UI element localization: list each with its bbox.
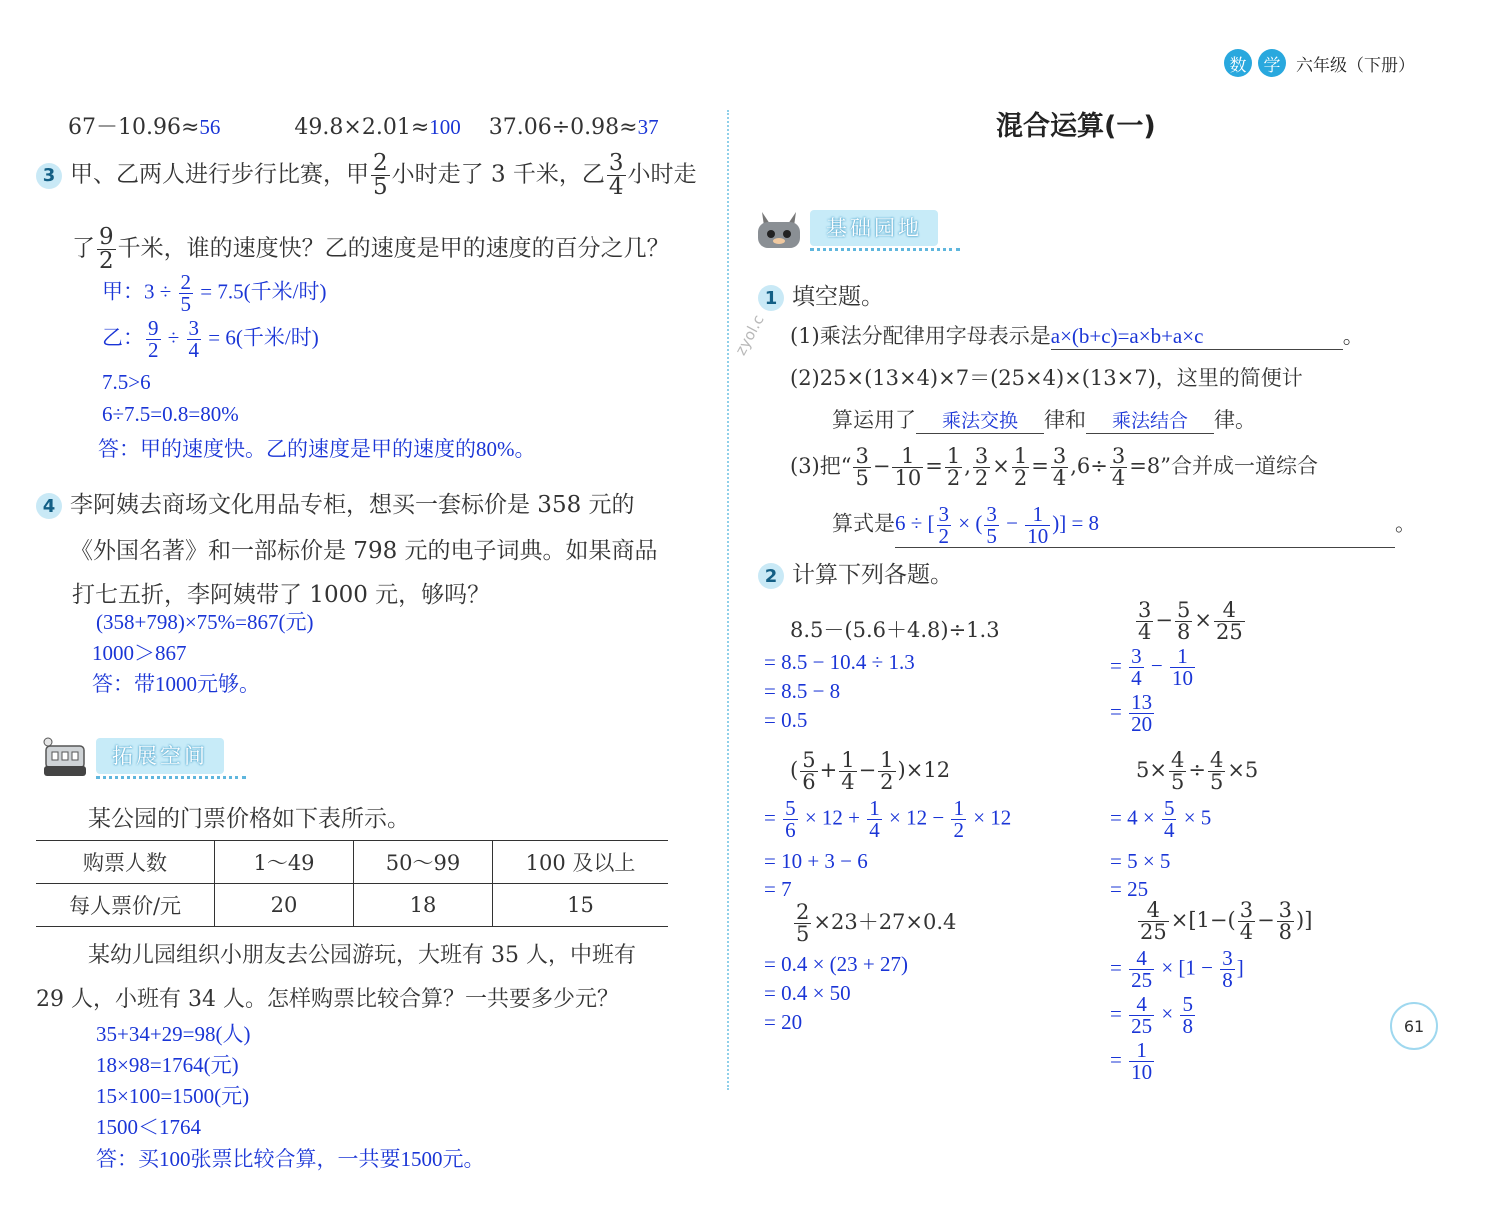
q1-p3b-text: 算式是	[832, 511, 895, 536]
approx-expr-1: 67－10.96≈	[68, 115, 200, 140]
calc5-expr: $\frac{2}{5}$ ×23＋27×0.4	[796, 900, 957, 946]
fraction	[179, 272, 194, 315]
answer-blank	[1086, 406, 1214, 434]
q3-text2: 小时走了 3 千米，乙	[391, 161, 605, 188]
approx-answer-3: 37	[637, 115, 659, 139]
fraction	[97, 226, 116, 273]
calc3-step1: = $\frac{5}{6}$ × 12 + $\frac{1}{4}$ × 12 − $\frac{1}{2}$ × 12	[764, 796, 1012, 842]
basic-banner	[754, 208, 974, 250]
expand-answer-4: 1500＜1764	[96, 1115, 201, 1139]
calc3-step2: = 10 + 3 − 6	[764, 849, 868, 873]
calc5-expr-tail: ×23＋27×0.4	[813, 910, 957, 934]
expand-answer-3: 15×100=1500(元)	[96, 1084, 250, 1108]
calc4-step2: = 5 × 5	[1110, 849, 1171, 873]
q1-p3-end: ”合并成一道综合	[1160, 454, 1318, 478]
q1-part1	[790, 320, 1364, 350]
calc6-expr: $\frac{4}{25}$ ×[1−( $\frac{3}{4}$ − $\frac{3}{8}$ )]	[1140, 898, 1313, 944]
expand-line2: 29 人，小班有 34 人。怎样购票比较合算？一共要多少元？	[36, 987, 619, 1012]
calc4-step1: = 4 × $\frac{5}{4}$ × 5	[1110, 796, 1212, 842]
calc1-step1: = 8.5 − 10.4 ÷ 1.3	[764, 650, 915, 674]
approx-expr-2: 49.8×2.01≈	[294, 115, 430, 140]
frac-num: 9	[99, 224, 114, 250]
table-cell: 100 及以上	[493, 841, 669, 884]
q3-text3: 小时走	[627, 161, 697, 188]
q1-p1-answer: a×(b+c)=a×b+a×c	[1050, 324, 1204, 348]
expand-intro: 某公园的门票价格如下表所示。	[88, 806, 410, 832]
q3-text1: 甲、乙两人进行步行比赛，甲	[70, 161, 369, 188]
frac-num: 9	[148, 316, 159, 340]
question-number-4: 4	[36, 493, 62, 519]
header	[1224, 48, 1415, 78]
q1-title-text: 填空题。	[792, 284, 884, 310]
frac-den: 5	[180, 292, 192, 316]
calc6-step1: = $\frac{4}{25}$ × [1 − $\frac{3}{8}$ ]	[1110, 946, 1244, 992]
q1-part2: (2)25×(13×4)×7＝(25×4)×(13×7)，这里的简便计	[790, 366, 1303, 390]
answer-blank	[916, 406, 1044, 434]
q4-answer-1: (358+798)×75%=867(元)	[96, 610, 314, 634]
q3-ans-l2op: ÷	[167, 325, 180, 350]
calc1-step2: = 8.5 − 8	[764, 679, 841, 703]
answer-blank	[895, 504, 1395, 548]
expand-answer-5: 答：买100张票比较合算，一共要1500元。	[96, 1147, 485, 1171]
q1-p3-end2: 。	[1395, 511, 1416, 536]
q3-text4: 了	[72, 235, 95, 262]
q1-p2c-text: 律和	[1044, 408, 1086, 432]
frac-num: 2	[373, 150, 388, 176]
q3-answer-line3: 7.5>6	[102, 370, 151, 394]
calc1-expr: 8.5－(5.6＋4.8)÷1.3	[790, 618, 1000, 642]
frac-num: 2	[180, 270, 192, 294]
table-cell: 18	[354, 884, 493, 927]
table-row	[36, 841, 668, 884]
q1-part2b	[832, 404, 1256, 434]
expand-answer-1: 35+34+29=98(人)	[96, 1022, 251, 1046]
calc6-step2: = $\frac{4}{25}$ × $\frac{5}{8}$	[1110, 992, 1193, 1038]
q3-line1	[36, 152, 697, 199]
calc3-expr: ( $\frac{5}{6}$ + $\frac{1}{4}$ − $\frac{1}{2}$ )×12	[790, 748, 951, 794]
q3-answer-line2	[102, 318, 319, 361]
q1-p3-pre: (3)把“	[790, 454, 852, 478]
expand-line1: 某幼儿园组织小朋友去公园游玩，大班有 35 人，中班有	[88, 943, 636, 968]
q3-answer-line4: 6÷7.5=0.8=80%	[102, 402, 239, 426]
calc5-step1: = 0.4 × (23 + 27)	[764, 952, 909, 976]
q4-text1: 李阿姨去商场文化用品专柜，想买一套标价是 358 元的	[70, 492, 635, 518]
frac-den: 2	[148, 338, 159, 362]
fraction	[187, 318, 202, 361]
q3-answer-line5: 答：甲的速度快。乙的速度是甲的速度的80%。	[98, 437, 536, 461]
q4-line2: 《外国名著》和一部标价是 798 元的电子词典。如果商品	[70, 538, 658, 564]
q1-p2b-text: 算运用了	[832, 408, 916, 432]
q4-line3: 打七五折，李阿姨带了 1000 元，够吗？	[72, 582, 491, 608]
q1-title	[758, 278, 884, 311]
rabbit-mascot-icon	[754, 208, 804, 252]
subject-badge-1: 数	[1224, 49, 1252, 77]
q1-p2d-text: 律。	[1214, 408, 1256, 432]
table-cell: 每人票价/元	[36, 884, 215, 927]
frac-den: 5	[373, 174, 388, 200]
basic-title: 基础园地	[810, 210, 938, 246]
expand-banner	[40, 736, 260, 778]
q3-ans-l2a: 乙：	[102, 325, 144, 350]
approx-expr-3: 37.06÷0.98≈	[488, 115, 638, 140]
table-row	[36, 884, 668, 927]
calc2-step1: = $\frac{3}{4}$ − $\frac{1}{10}$	[1110, 644, 1193, 690]
q1-p2-answer1: 乘法交换	[941, 410, 1018, 432]
approx-row	[68, 110, 659, 141]
q3-answer-line1	[102, 272, 326, 315]
calc6-step3: = $\frac{1}{10}$	[1110, 1038, 1153, 1084]
q2-title-text: 计算下列各题。	[792, 562, 953, 588]
table-cell: 15	[493, 884, 669, 927]
approx-answer-1: 56	[199, 115, 221, 139]
calc2-step2: = $\frac{13}{20}$	[1110, 690, 1153, 736]
price-table	[36, 840, 668, 927]
q1-p3-answer: 6 ÷ [ $\frac{3}{2}$ × ( $\frac{3}{5}$ − $\frac{1}{10}$ )] = 8	[895, 502, 1100, 548]
column-divider	[727, 110, 729, 1090]
answer-blank	[1051, 324, 1343, 350]
q4-answer-2: 1000＞867	[92, 641, 187, 665]
frac-num: 3	[608, 150, 624, 176]
q1-part3: (3)把“ $\frac{3}{5}$ − $\frac{1}{10}$ = $\frac{1}{2}$ , $\frac{3}{2}$ × $\frac{1}{2}$ = $\frac{3}{4}$ ,6÷ $\frac{3}{4}$ =8”合并成一道综合	[790, 444, 1318, 490]
calc5-step2: = 0.4 × 50	[764, 981, 851, 1005]
watermark: zyol.c	[731, 311, 768, 359]
grade-label: 六年级（下册）	[1296, 55, 1415, 76]
table-cell: 20	[215, 884, 354, 927]
q1-part3b	[832, 504, 1416, 548]
table-cell: 50～99	[354, 841, 493, 884]
calc4-expr: 5× $\frac{4}{5}$ ÷ $\frac{4}{5}$ ×5	[1136, 748, 1259, 794]
q2-title	[758, 556, 953, 589]
q1-p1-text: (1)乘法分配律用字母表示是	[790, 324, 1051, 348]
calc4-step3: = 25	[1110, 877, 1149, 901]
q3-line2	[72, 226, 670, 273]
fraction	[607, 152, 626, 199]
calc2-expr: $\frac{3}{4}$ − $\frac{5}{8}$ × $\frac{4}{25}$	[1138, 598, 1243, 644]
page-number: 61	[1390, 1002, 1438, 1050]
section-title: 混合运算(一)	[996, 111, 1156, 142]
table-cell: 1～49	[215, 841, 354, 884]
q3-ans-l1a: 甲：3 ÷	[102, 279, 172, 304]
frac-den: 4	[188, 338, 200, 362]
approx-answer-2: 100	[429, 115, 461, 139]
question-number-2: 2	[758, 563, 784, 589]
expand-answer-2: 18×98=1764(元)	[96, 1053, 239, 1077]
banner-dots	[96, 776, 246, 779]
subject-badge-2: 学	[1258, 49, 1286, 77]
q3-text5: 千米，谁的速度快？乙的速度是甲的速度的百分之几？	[117, 235, 670, 262]
question-number-3: 3	[36, 163, 62, 189]
banner-dots	[810, 248, 960, 251]
q1-p2-answer2: 乘法结合	[1111, 410, 1188, 432]
q1-p1-end: 。	[1342, 324, 1364, 348]
robot-mascot-icon	[40, 736, 90, 780]
frac-num: 3	[188, 316, 200, 340]
q3-ans-l2b: = 6(千米/时)	[208, 325, 319, 350]
q3-ans-l1b: = 7.5(千米/时)	[200, 279, 327, 304]
question-number-1: 1	[758, 285, 784, 311]
frac-den: 4	[608, 174, 624, 200]
fraction	[146, 318, 161, 361]
frac-den: 2	[99, 248, 114, 274]
fraction	[371, 152, 390, 199]
calc5-step3: = 20	[764, 1010, 803, 1034]
q4-line1	[36, 486, 635, 519]
calc3-step3: = 7	[764, 877, 792, 901]
calc1-step3: = 0.5	[764, 708, 808, 732]
q4-answer-3: 答：带1000元够。	[92, 672, 260, 696]
expand-title: 拓展空间	[96, 738, 224, 774]
table-cell: 购票人数	[36, 841, 215, 884]
